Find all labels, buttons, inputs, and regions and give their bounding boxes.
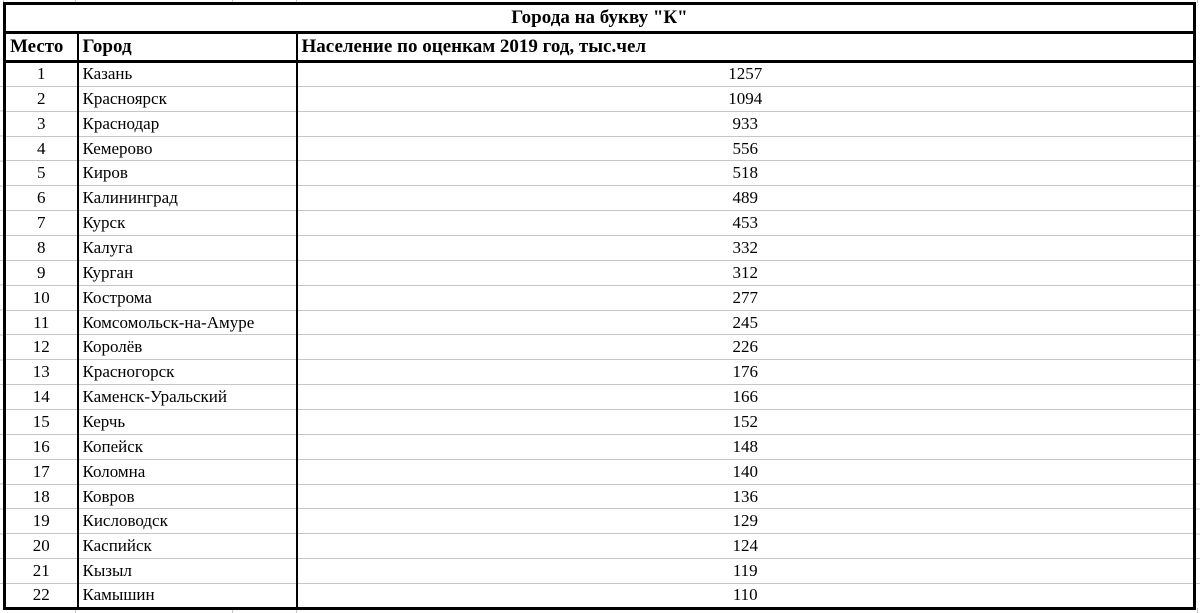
- cell-place[interactable]: 20: [5, 534, 78, 559]
- cell-place[interactable]: 14: [5, 385, 78, 410]
- cell-place[interactable]: 19: [5, 509, 78, 534]
- cell-population[interactable]: 332: [297, 236, 1195, 261]
- sheet-gridline-stub: [1197, 608, 1198, 613]
- cell-city[interactable]: Королёв: [78, 335, 297, 360]
- table-title[interactable]: Города на букву "К": [5, 4, 1195, 33]
- cell-city[interactable]: Киров: [78, 161, 297, 186]
- cell-population[interactable]: 1257: [297, 62, 1195, 87]
- cell-population[interactable]: 166: [297, 385, 1195, 410]
- cell-city[interactable]: Каменск-Уральский: [78, 385, 297, 410]
- cell-place[interactable]: 3: [5, 111, 78, 136]
- cell-city[interactable]: Коломна: [78, 459, 297, 484]
- cell-city[interactable]: Кисловодск: [78, 509, 297, 534]
- cell-place[interactable]: 1: [5, 62, 78, 87]
- cell-city[interactable]: Кострома: [78, 285, 297, 310]
- cell-city[interactable]: Керчь: [78, 410, 297, 435]
- table-row: [5, 86, 1195, 111]
- column-header-city[interactable]: Город: [78, 33, 297, 62]
- table-row: [5, 434, 1195, 459]
- cell-population[interactable]: 119: [297, 559, 1195, 584]
- cell-city[interactable]: Курган: [78, 260, 297, 285]
- sheet-gridline-stub: [1197, 0, 1198, 3]
- cell-place[interactable]: 12: [5, 335, 78, 360]
- table-title-row: [5, 4, 1195, 33]
- sheet-gridlines-right-margin: [1196, 62, 1200, 608]
- table-row: [5, 136, 1195, 161]
- cell-population[interactable]: 312: [297, 260, 1195, 285]
- cell-city[interactable]: Копейск: [78, 434, 297, 459]
- cell-population[interactable]: 245: [297, 310, 1195, 335]
- table-row: [5, 161, 1195, 186]
- cell-population[interactable]: 518: [297, 161, 1195, 186]
- cell-population[interactable]: 277: [297, 285, 1195, 310]
- cell-city[interactable]: Калуга: [78, 236, 297, 261]
- cell-city[interactable]: Красногорск: [78, 360, 297, 385]
- cell-population[interactable]: 1094: [297, 86, 1195, 111]
- cell-city[interactable]: Красноярск: [78, 86, 297, 111]
- cell-population[interactable]: 140: [297, 459, 1195, 484]
- cell-city[interactable]: Кызыл: [78, 559, 297, 584]
- table-row: [5, 584, 1195, 609]
- cell-place[interactable]: 11: [5, 310, 78, 335]
- cell-place[interactable]: 18: [5, 484, 78, 509]
- cell-place[interactable]: 22: [32, 585, 50, 605]
- table-body: [5, 62, 1195, 609]
- cell-place[interactable]: 6: [5, 186, 78, 211]
- cell-city[interactable]: Казань: [78, 62, 297, 87]
- cell-city[interactable]: Ковров: [78, 484, 297, 509]
- cell-city[interactable]: Каспийск: [78, 534, 297, 559]
- cell-city[interactable]: Калининград: [78, 186, 297, 211]
- cell-population[interactable]: 129: [297, 509, 1195, 534]
- cell-place[interactable]: 8: [5, 236, 78, 261]
- column-header-population[interactable]: Население по оценкам 2019 год, тыс.чел: [297, 33, 1195, 62]
- cell-place[interactable]: 4: [5, 136, 78, 161]
- cell-place[interactable]: 10: [5, 285, 78, 310]
- table-row: [5, 335, 1195, 360]
- table-row: [5, 186, 1195, 211]
- table-row: [5, 285, 1195, 310]
- table-row: [5, 260, 1195, 285]
- cell-place[interactable]: 15: [5, 410, 78, 435]
- cell-city[interactable]: Курск: [78, 211, 297, 236]
- cell-place[interactable]: 16: [5, 434, 78, 459]
- cell-place[interactable]: 17: [5, 459, 78, 484]
- cell-population[interactable]: 176: [297, 360, 1195, 385]
- table-row: [5, 310, 1195, 335]
- cell-population[interactable]: 453: [297, 211, 1195, 236]
- cell-population[interactable]: 556: [297, 136, 1195, 161]
- table-row: [5, 534, 1195, 559]
- cell-place[interactable]: 7: [5, 211, 78, 236]
- cell-population[interactable]: 933: [297, 111, 1195, 136]
- cell-population[interactable]: 148: [297, 434, 1195, 459]
- cell-city[interactable]: Кемерово: [78, 136, 297, 161]
- cell-population[interactable]: 152: [297, 410, 1195, 435]
- table-row: [5, 360, 1195, 385]
- table-row: [5, 211, 1195, 236]
- table-row: [5, 559, 1195, 584]
- cell-population[interactable]: 124: [297, 534, 1195, 559]
- table-row: [5, 410, 1195, 435]
- cell-place[interactable]: 13: [5, 360, 78, 385]
- table-row: [5, 385, 1195, 410]
- cities-table: [3, 2, 1196, 610]
- column-header-place[interactable]: Место: [5, 33, 78, 62]
- table-row: [5, 62, 1195, 87]
- table-row: [5, 484, 1195, 509]
- cell-population[interactable]: 110: [297, 584, 1195, 609]
- table-row: [5, 236, 1195, 261]
- cell-city[interactable]: Краснодар: [78, 111, 297, 136]
- cell-population[interactable]: 226: [297, 335, 1195, 360]
- table-row: [5, 509, 1195, 534]
- cell-city[interactable]: Комсомольск-на-Амуре: [78, 310, 297, 335]
- table-header-row: [5, 33, 1195, 62]
- cell-population[interactable]: 136: [297, 484, 1195, 509]
- table-row: [5, 459, 1195, 484]
- cell-place[interactable]: 21: [5, 559, 78, 584]
- cell-city[interactable]: Камышин: [78, 584, 297, 609]
- cell-place[interactable]: 5: [5, 161, 78, 186]
- cell-place[interactable]: 9: [5, 260, 78, 285]
- cell-population[interactable]: 489: [297, 186, 1195, 211]
- table-row: [5, 111, 1195, 136]
- cell-place[interactable]: 2: [5, 86, 78, 111]
